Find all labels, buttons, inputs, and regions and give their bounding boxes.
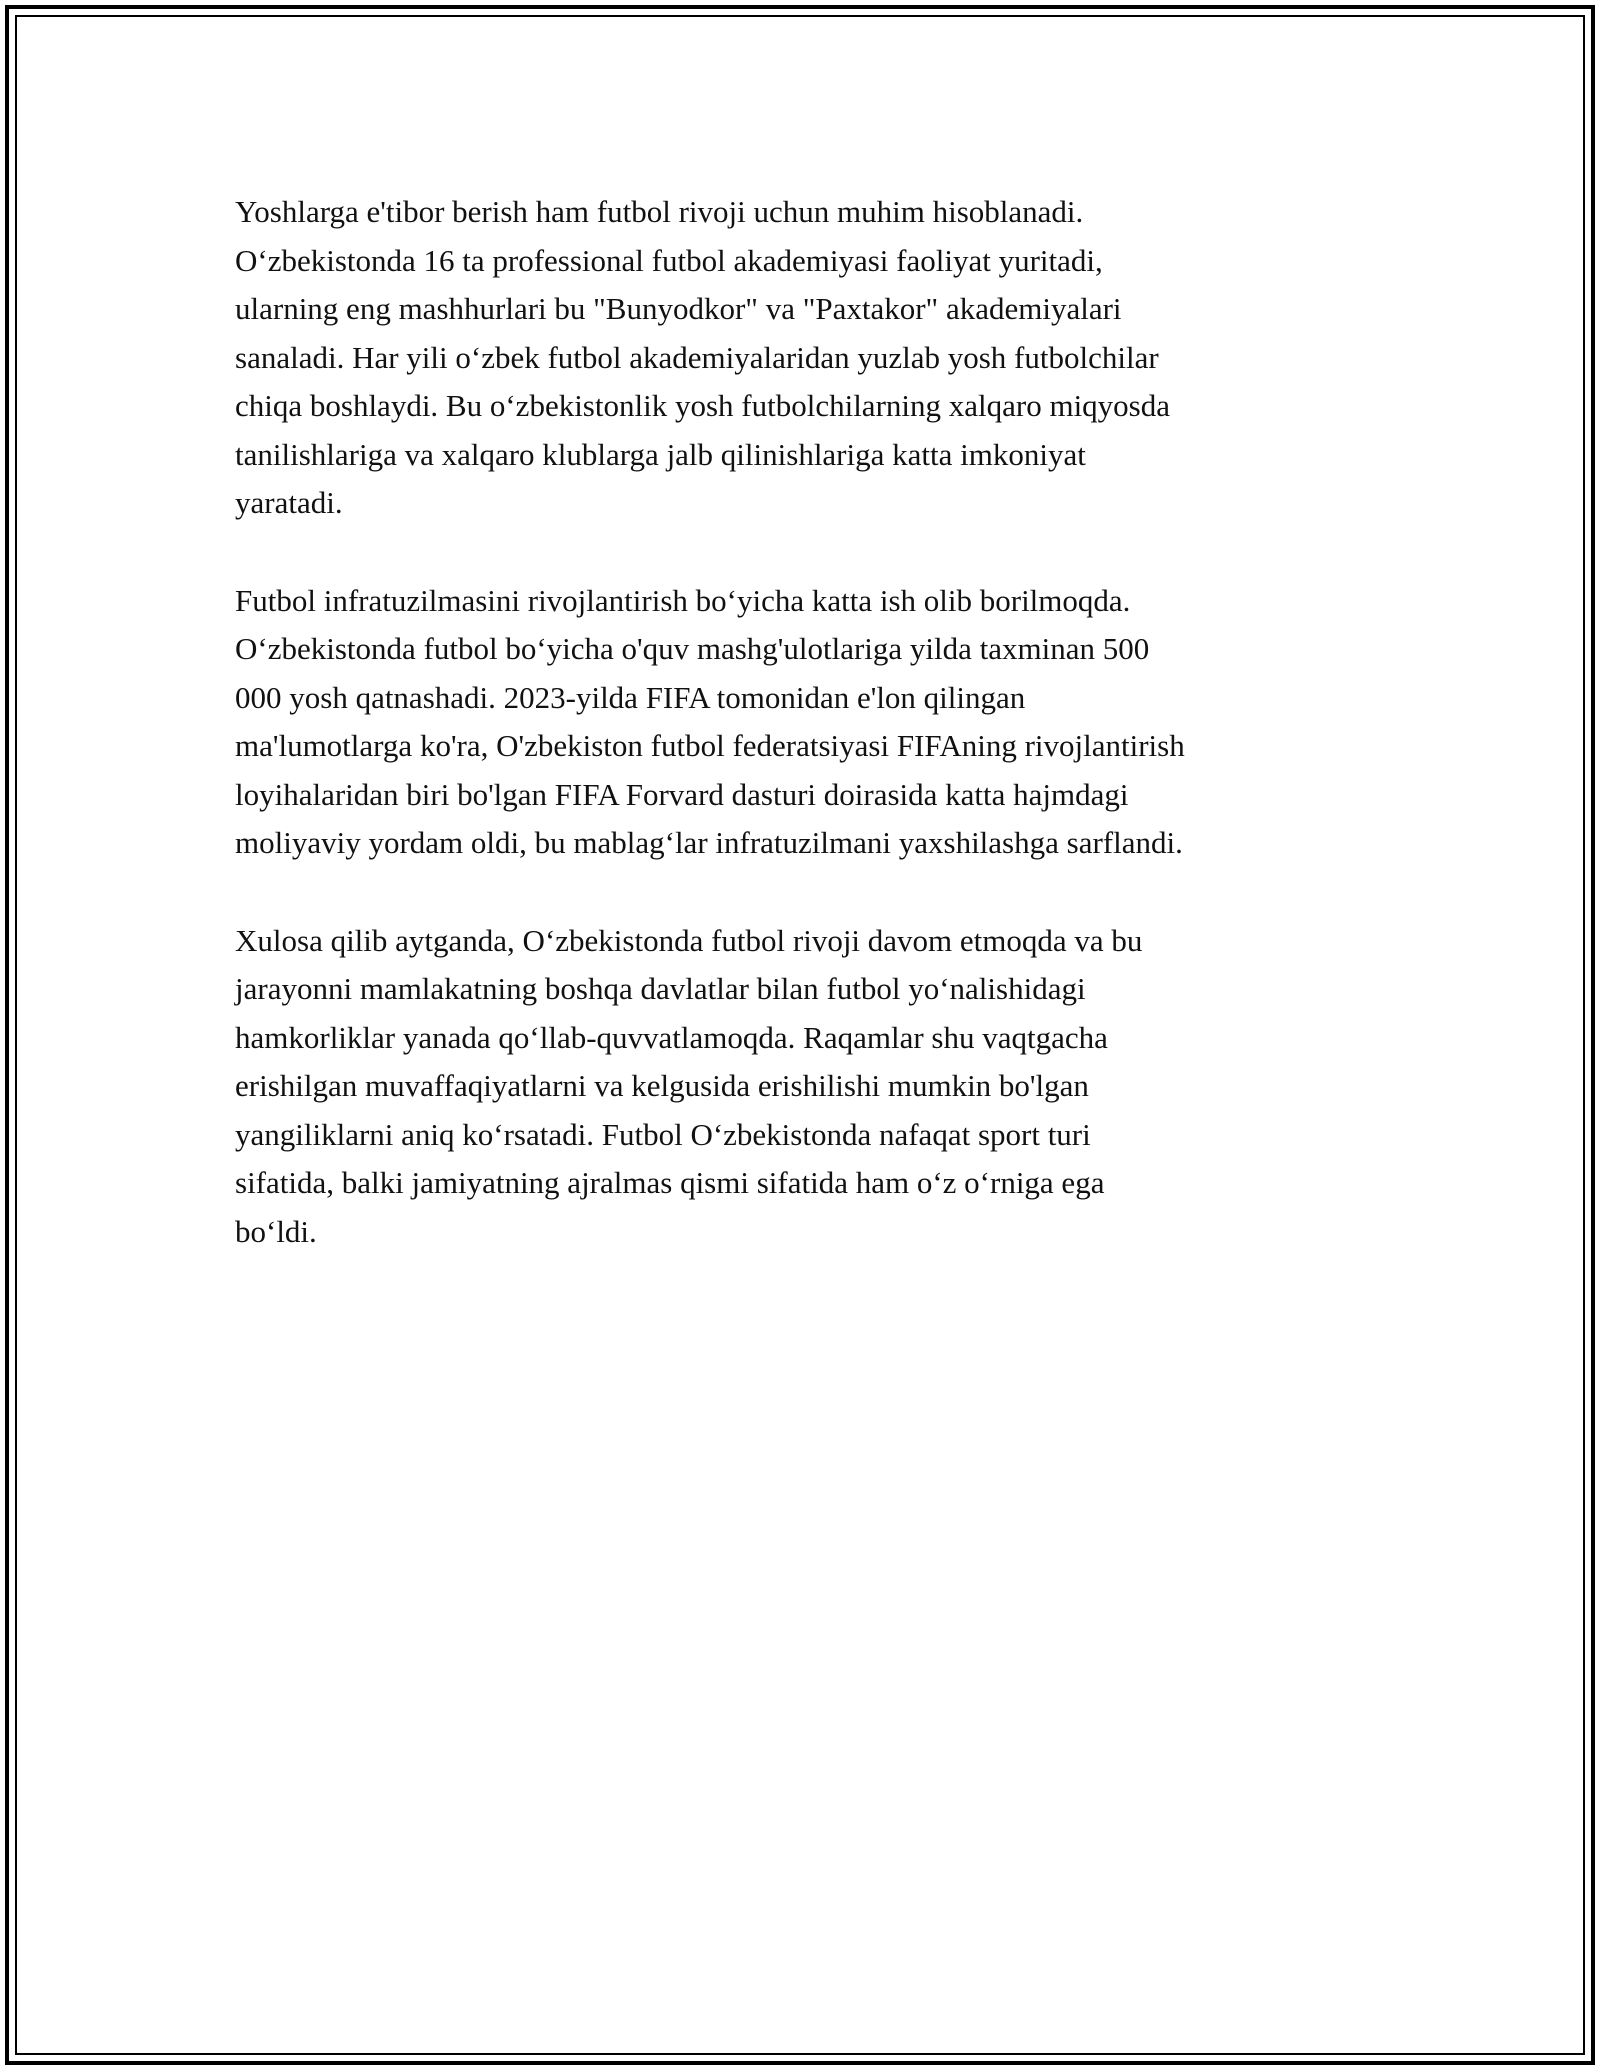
paragraph-youth-academies: Yoshlarga e'tibor berish ham futbol rivoji uchun muhim hisoblanadi. O‘zbekistonda 16 ta professional futbol akademiyasi faoliyat yuritadi, ularning eng mashhurlari bu "Bunyodkor" va "Paxtakor" akademiyalari sanaladi. Har yili o‘zbek futbol akademiyalaridan yuzlab yosh futbolchilar chiqa boshlaydi. Bu o‘zbekistonlik yosh futbolchilarning xalqaro miqyosda tanilishlariga va xalqaro klublarga jalb qilinishlariga katta imkoniyat yaratadi. — [235, 194, 1171, 520]
paragraph-infrastructure: Futbol infratuzilmasini rivojlantirish bo‘yicha katta ish olib borilmoqda. O‘zbekistonda futbol bo‘yicha o'quv mashg'ulotlariga yilda taxminan 500 000 yosh qatnashadi. 2023-yilda FIFA tomonidan e'lon qilingan ma'lumotlarga ko'ra, O'zbekiston futbol federatsiyasi FIFAning rivojlantirish loyihalaridan biri bo'lgan FIFA Forvard dasturi doirasida katta hajmdagi moliyaviy yordam oldi, bu mablag‘lar infratuzilmani yaxshilashga sarflandi. — [235, 582, 1185, 860]
document-body — [235, 188, 1385, 1305]
paragraph-conclusion: Xulosa qilib aytganda, O‘zbekistonda futbol rivoji davom etmoqda va bu jarayonni mamlakatning boshqa davlatlar bilan futbol yo‘nalishidagi hamkorliklar yanada qo‘llab-quvvatlamoqda. Raqamlar shu vaqtgacha erishilgan muvaffaqiyatlarni va kelgusida erishilishi mumkin bo'lgan yangiliklarni aniq ko‘rsatadi. Futbol O‘zbekistonda nafaqat sport turi sifatida, balki jamiyatning ajralmas qismi sifatida ham o‘z o‘rniga ega bo‘ldi. — [235, 922, 1143, 1249]
